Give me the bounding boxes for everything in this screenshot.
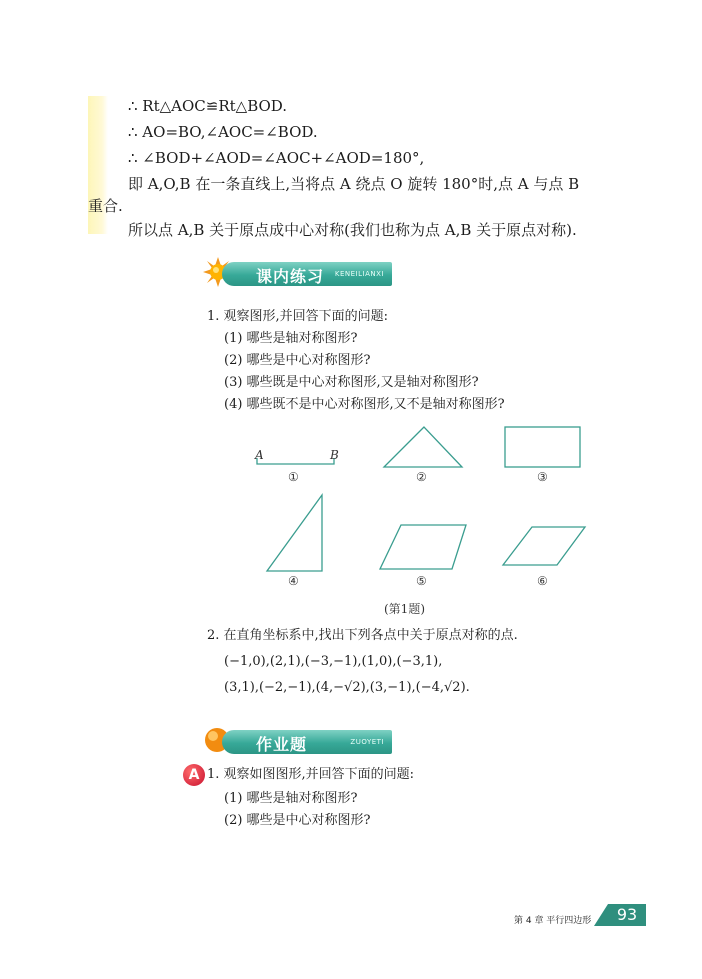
page-number-tab xyxy=(594,904,608,926)
question-1-item: (1) 哪些是轴对称图形? xyxy=(224,331,358,346)
homework-1-stem: 1. 观察如图图形,并回答下面的问题: xyxy=(207,767,415,782)
section-title: 作业题 xyxy=(256,735,308,754)
homework-1-item: (2) 哪些是中心对称图形? xyxy=(224,813,371,828)
proof-line-5: 重合. xyxy=(88,197,123,215)
level-a-badge: A xyxy=(183,764,205,786)
proof-line-3: ∴ ∠BOD+∠AOD=∠AOC+∠AOD=180°, xyxy=(128,149,425,167)
triangle xyxy=(384,427,462,467)
coordinates-row-2: (3,1),(−2,−1),(4,−√2),(3,−1),(−4,√2). xyxy=(224,680,470,695)
right-triangle xyxy=(267,495,322,571)
question-1-item: (3) 哪些既是中心对称图形,又是轴对称图形? xyxy=(224,375,479,390)
label-b: B xyxy=(330,448,339,462)
question-1-stem: 1. 观察图形,并回答下面的问题: xyxy=(207,309,389,324)
figure-number: ⑤ xyxy=(416,574,427,588)
chapter-label: 第 4 章 平行四边形 xyxy=(514,916,592,926)
section-banner-practice xyxy=(222,262,392,286)
figure-number: ④ xyxy=(288,574,299,588)
question-1-item: (2) 哪些是中心对称图形? xyxy=(224,353,371,368)
proof-line-2: ∴ AO=BO,∠AOC=∠BOD. xyxy=(128,123,318,141)
figure-caption: (第1题) xyxy=(384,602,425,616)
figure-number: ③ xyxy=(537,470,548,484)
section-subtitle: ZUOYETI xyxy=(350,738,384,746)
page-number: 93 xyxy=(608,904,646,926)
rectangle xyxy=(505,427,580,467)
figure-number: ⑥ xyxy=(537,574,548,588)
coordinates-row-1: (−1,0),(2,1),(−3,−1),(1,0),(−3,1), xyxy=(224,654,443,669)
label-a: A xyxy=(255,448,264,462)
figure-number: ② xyxy=(416,470,427,484)
section-title: 课内练习 xyxy=(256,267,325,286)
figures-diagram xyxy=(230,415,590,595)
proof-line-6: 所以点 A,B 关于原点成中心对称(我们也称为点 A,B 关于原点对称). xyxy=(128,221,577,239)
proof-line-1: ∴ Rt△AOC≌Rt△BOD. xyxy=(128,97,288,115)
figure-number: ① xyxy=(288,470,299,484)
question-1-item: (4) 哪些既不是中心对称图形,又不是轴对称图形? xyxy=(224,397,505,412)
proof-line-4: 即 A,O,B 在一条直线上,当将点 A 绕点 O 旋转 180°时,点 A 与点 B xyxy=(128,175,580,193)
section-banner-homework xyxy=(222,730,392,754)
parallelogram xyxy=(380,525,466,569)
section-subtitle: KENEILIANXI xyxy=(334,270,384,278)
homework-1-item: (1) 哪些是轴对称图形? xyxy=(224,791,358,806)
question-2-stem: 2. 在直角坐标系中,找出下列各点中关于原点对称的点. xyxy=(207,628,518,643)
rhombus xyxy=(503,527,585,565)
segment-ab xyxy=(257,458,334,464)
